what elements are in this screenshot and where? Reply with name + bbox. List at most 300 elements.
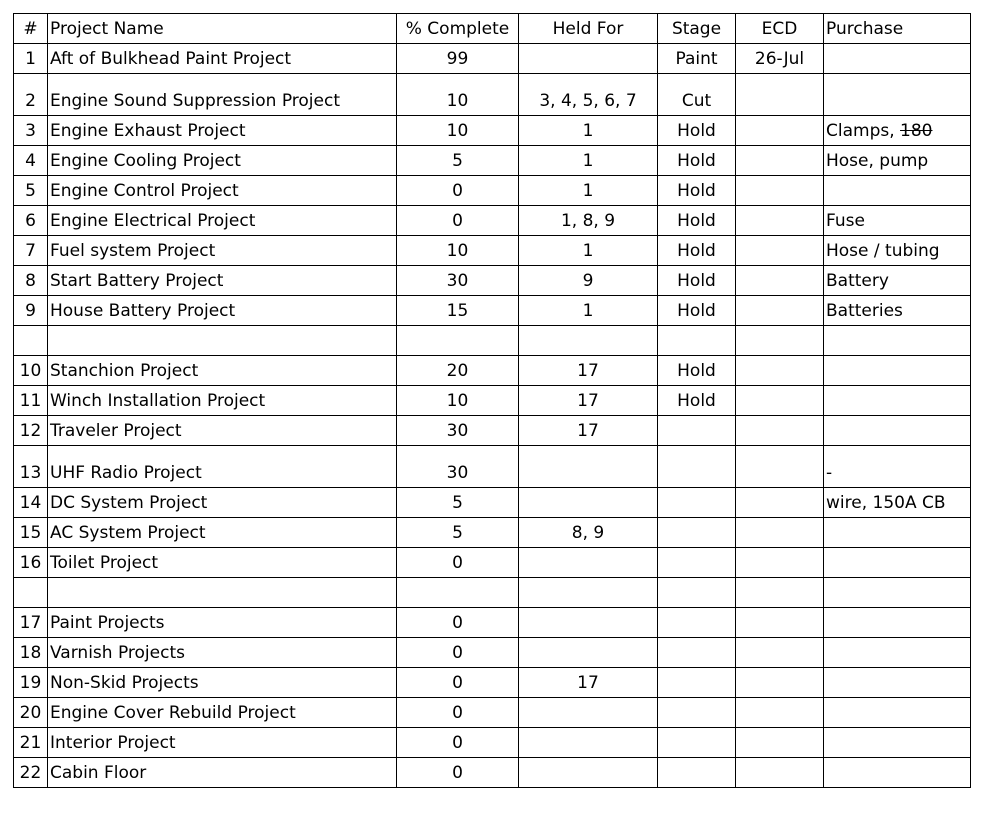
held-for-cell: [519, 488, 658, 518]
header-stage: Stage: [658, 14, 736, 44]
table-row: [14, 548, 971, 578]
held-for-cell: [519, 446, 658, 488]
ecd-cell: [736, 356, 824, 386]
project-name-cell: [48, 638, 397, 668]
project-name-cell-text: Toilet Project: [50, 553, 159, 573]
stage-cell: [658, 356, 736, 386]
held-for-cell: [519, 356, 658, 386]
row-number: [14, 578, 48, 608]
held-for-cell-text: 17: [577, 391, 599, 411]
project-name-cell-text: Cabin Floor: [50, 763, 147, 783]
purchase-cell-text: Battery: [826, 271, 889, 291]
table-row: [14, 266, 971, 296]
stage-cell-text: Hold: [677, 271, 716, 291]
table-row: [14, 206, 971, 236]
project-name-cell-text: Engine Control Project: [50, 181, 239, 201]
project-name-cell-text: House Battery Project: [50, 301, 236, 321]
table-row: [14, 176, 971, 206]
percent-complete-cell: [397, 638, 519, 668]
ecd-cell: [736, 176, 824, 206]
stage-cell: [658, 518, 736, 548]
purchase-cell-text: Hose / tubing: [826, 241, 940, 261]
row-number-text: 17: [19, 613, 42, 633]
stage-cell: [658, 638, 736, 668]
project-name-cell: [48, 578, 397, 608]
project-name-cell: [48, 698, 397, 728]
table-row: [14, 698, 971, 728]
stage-cell: [658, 416, 736, 446]
project-name-cell: [48, 176, 397, 206]
row-number: [14, 44, 48, 74]
row-number-text: 8: [25, 271, 36, 291]
row-number: [14, 236, 48, 266]
project-name-cell-text: Engine Cover Rebuild Project: [50, 703, 296, 723]
ecd-cell: [736, 608, 824, 638]
ecd-cell: [736, 668, 824, 698]
held-for-cell: [519, 386, 658, 416]
percent-complete-cell-text: 30: [446, 271, 469, 291]
table-row: [14, 578, 971, 608]
held-for-cell: [519, 578, 658, 608]
percent-complete-cell-text: 10: [446, 91, 469, 111]
stage-cell: [658, 266, 736, 296]
purchase-cell: [824, 236, 971, 266]
percent-complete-cell-text: 10: [446, 121, 469, 141]
table-row: [14, 638, 971, 668]
held-for-cell: [519, 326, 658, 356]
row-number: [14, 176, 48, 206]
held-for-cell: [519, 758, 658, 788]
ecd-cell: [736, 146, 824, 176]
stage-cell: [658, 326, 736, 356]
held-for-cell: [519, 518, 658, 548]
percent-complete-cell: [397, 356, 519, 386]
row-number-text: 13: [19, 463, 42, 483]
ecd-cell: [736, 548, 824, 578]
purchase-cell: [824, 446, 971, 488]
purchase-cell: [824, 296, 971, 326]
project-name-cell: [48, 728, 397, 758]
row-number-text: 18: [19, 643, 42, 663]
project-name-cell: [48, 488, 397, 518]
percent-complete-cell: [397, 608, 519, 638]
ecd-cell: [736, 296, 824, 326]
row-number: [14, 488, 48, 518]
row-number-text: 19: [19, 673, 42, 693]
project-name-cell: [48, 74, 397, 116]
row-number: [14, 758, 48, 788]
row-number-text: 22: [19, 763, 42, 783]
stage-cell: [658, 578, 736, 608]
purchase-cell: [824, 728, 971, 758]
header-ecd: ECD: [736, 14, 824, 44]
held-for-cell-text: 1: [582, 181, 594, 201]
row-number: [14, 548, 48, 578]
percent-complete-cell-text: 0: [452, 763, 463, 783]
table-row: [14, 758, 971, 788]
held-for-cell: [519, 638, 658, 668]
project-name-cell-text: Engine Sound Suppression Project: [50, 91, 341, 111]
row-number: [14, 668, 48, 698]
project-name-cell: [48, 116, 397, 146]
stage-cell-text: Hold: [677, 121, 716, 141]
row-number: [14, 296, 48, 326]
row-number-text: 3: [25, 121, 36, 141]
stage-cell: [658, 698, 736, 728]
purchase-cell: [824, 266, 971, 296]
held-for-cell-text: 8, 9: [571, 523, 605, 543]
row-number-text: 6: [25, 211, 36, 231]
percent-complete-cell-text: 20: [446, 361, 469, 381]
percent-complete-cell: [397, 488, 519, 518]
row-number-text: 4: [25, 151, 36, 171]
table-row: [14, 518, 971, 548]
header-purchase: Purchase: [824, 14, 971, 44]
project-name-cell: [48, 518, 397, 548]
purchase-cell: [824, 416, 971, 446]
held-for-cell: [519, 698, 658, 728]
stage-cell: [658, 668, 736, 698]
held-for-cell: [519, 146, 658, 176]
ecd-cell: [736, 206, 824, 236]
purchase-cell: [824, 146, 971, 176]
row-number-text: 12: [19, 421, 42, 441]
project-name-cell-text: Engine Exhaust Project: [50, 121, 246, 141]
ecd-cell: [736, 236, 824, 266]
stage-cell-text: Hold: [677, 211, 716, 231]
held-for-cell-text: 1: [582, 241, 594, 261]
stage-cell-text: Hold: [677, 241, 716, 261]
stage-cell: [658, 728, 736, 758]
purchase-cell: [824, 608, 971, 638]
ecd-cell: [736, 698, 824, 728]
stage-cell-text: Hold: [677, 151, 716, 171]
project-name-cell: [48, 146, 397, 176]
table-body: [14, 44, 971, 788]
table-row: [14, 116, 971, 146]
ecd-cell: [736, 758, 824, 788]
percent-complete-cell-text: 99: [446, 49, 469, 69]
stage-cell: [658, 608, 736, 638]
purchase-cell: [824, 668, 971, 698]
purchase-cell: [824, 548, 971, 578]
project-name-cell: [48, 416, 397, 446]
table-row: [14, 146, 971, 176]
purchase-cell: [824, 326, 971, 356]
percent-complete-cell-text: 5: [452, 151, 463, 171]
held-for-cell-text: 9: [582, 271, 594, 291]
held-for-cell-text: 1, 8, 9: [560, 211, 616, 231]
table-row: [14, 446, 971, 488]
purchase-cell: [824, 518, 971, 548]
project-name-cell-text: DC System Project: [50, 493, 208, 513]
percent-complete-cell-text: 30: [446, 421, 469, 441]
stage-cell: [658, 296, 736, 326]
project-name-cell-text: Traveler Project: [50, 421, 182, 441]
row-number: [14, 356, 48, 386]
project-name-cell-text: AC System Project: [50, 523, 206, 543]
held-for-cell: [519, 296, 658, 326]
held-for-cell: [519, 608, 658, 638]
purchase-struck-text: 180: [900, 121, 933, 141]
project-name-cell: [48, 326, 397, 356]
held-for-cell: [519, 416, 658, 446]
percent-complete-cell: [397, 518, 519, 548]
stage-cell: [658, 386, 736, 416]
held-for-cell: [519, 116, 658, 146]
project-name-cell-text: Non-Skid Projects: [50, 673, 199, 693]
percent-complete-cell-text: 0: [452, 643, 463, 663]
percent-complete-cell-text: 0: [452, 673, 463, 693]
purchase-cell-text: wire, 150A CB: [826, 493, 946, 513]
row-number: [14, 416, 48, 446]
row-number-text: 1: [25, 49, 36, 69]
held-for-cell-text: 1: [582, 121, 594, 141]
stage-cell: [658, 176, 736, 206]
purchase-cell-text: Batteries: [826, 301, 903, 321]
table-row: [14, 608, 971, 638]
project-name-cell-text: UHF Radio Project: [50, 463, 202, 483]
stage-cell: [658, 44, 736, 74]
row-number: [14, 518, 48, 548]
percent-complete-cell: [397, 116, 519, 146]
project-name-cell: [48, 296, 397, 326]
held-for-cell-text: 17: [577, 421, 599, 441]
project-name-cell-text: Aft of Bulkhead Paint Project: [50, 49, 292, 69]
purchase-cell: [824, 116, 971, 146]
stage-cell-text: Hold: [677, 391, 716, 411]
stage-cell: [658, 488, 736, 518]
percent-complete-cell: [397, 326, 519, 356]
project-name-cell-text: Engine Cooling Project: [50, 151, 241, 171]
ecd-cell: [736, 116, 824, 146]
percent-complete-cell: [397, 728, 519, 758]
stage-cell-text: Hold: [677, 361, 716, 381]
held-for-cell-text: 1: [582, 301, 594, 321]
percent-complete-cell: [397, 236, 519, 266]
project-name-cell-text: Interior Project: [50, 733, 176, 753]
table-row: [14, 356, 971, 386]
project-name-cell-text: Stanchion Project: [50, 361, 199, 381]
project-name-cell: [48, 236, 397, 266]
percent-complete-cell-text: 5: [452, 493, 463, 513]
percent-complete-cell: [397, 416, 519, 446]
purchase-cell-text: Clamps,: [826, 121, 901, 141]
held-for-cell: [519, 548, 658, 578]
percent-complete-cell: [397, 146, 519, 176]
held-for-cell: [519, 44, 658, 74]
held-for-cell-text: 17: [577, 673, 599, 693]
table-row: [14, 728, 971, 758]
held-for-cell: [519, 236, 658, 266]
table-row: [14, 44, 971, 74]
stage-cell-text: Hold: [677, 181, 716, 201]
percent-complete-cell: [397, 44, 519, 74]
held-for-cell: [519, 206, 658, 236]
row-number-text: 14: [19, 493, 42, 513]
row-number: [14, 386, 48, 416]
table-row: [14, 296, 971, 326]
table-row: [14, 74, 971, 116]
project-name-cell: [48, 356, 397, 386]
project-name-cell: [48, 548, 397, 578]
project-name-cell: [48, 266, 397, 296]
percent-complete-cell: [397, 548, 519, 578]
purchase-cell: [824, 578, 971, 608]
row-number: [14, 326, 48, 356]
purchase-cell: [824, 44, 971, 74]
row-number: [14, 446, 48, 488]
ecd-cell: [736, 446, 824, 488]
purchase-cell: [824, 74, 971, 116]
purchase-cell-text: Fuse: [826, 211, 865, 231]
table-row: [14, 326, 971, 356]
purchase-cell: [824, 758, 971, 788]
percent-complete-cell-text: 0: [452, 613, 463, 633]
purchase-cell: [824, 698, 971, 728]
held-for-cell: [519, 176, 658, 206]
held-for-cell: [519, 74, 658, 116]
row-number: [14, 266, 48, 296]
row-number: [14, 728, 48, 758]
percent-complete-cell-text: 15: [446, 301, 469, 321]
project-name-cell-text: Winch Installation Project: [50, 391, 266, 411]
stage-cell: [658, 74, 736, 116]
ecd-cell: [736, 74, 824, 116]
project-name-cell-text: Varnish Projects: [50, 643, 185, 663]
stage-cell-text: Hold: [677, 301, 716, 321]
row-number: [14, 146, 48, 176]
percent-complete-cell: [397, 446, 519, 488]
header-held-for: Held For: [519, 14, 658, 44]
row-number: [14, 74, 48, 116]
row-number: [14, 608, 48, 638]
purchase-cell-text: Hose, pump: [826, 151, 929, 171]
table-row: [14, 236, 971, 266]
held-for-cell-text: 17: [577, 361, 599, 381]
percent-complete-cell-text: 30: [446, 463, 469, 483]
purchase-cell: [824, 356, 971, 386]
project-name-cell-text: Fuel system Project: [50, 241, 216, 261]
project-name-cell-text: Engine Electrical Project: [50, 211, 256, 231]
project-name-cell: [48, 446, 397, 488]
ecd-cell: [736, 518, 824, 548]
row-number-text: 9: [25, 301, 36, 321]
row-number: [14, 638, 48, 668]
percent-complete-cell-text: 0: [452, 703, 463, 723]
percent-complete-cell: [397, 176, 519, 206]
ecd-cell: [736, 488, 824, 518]
held-for-cell: [519, 266, 658, 296]
row-number-text: 16: [19, 553, 42, 573]
stage-cell: [658, 548, 736, 578]
table-row: [14, 386, 971, 416]
percent-complete-cell-text: 0: [452, 211, 463, 231]
row-number-text: 21: [19, 733, 42, 753]
project-name-cell-text: Paint Projects: [50, 613, 165, 633]
row-number-text: 2: [25, 91, 36, 111]
header-percent-complete: % Complete: [397, 14, 519, 44]
stage-cell: [658, 446, 736, 488]
row-number: [14, 116, 48, 146]
project-table: [13, 13, 971, 788]
stage-cell: [658, 146, 736, 176]
row-number: [14, 698, 48, 728]
held-for-cell-text: 3, 4, 5, 6, 7: [539, 91, 637, 111]
row-number: [14, 206, 48, 236]
held-for-cell-text: 1: [582, 151, 594, 171]
ecd-cell: [736, 578, 824, 608]
project-name-cell: [48, 608, 397, 638]
percent-complete-cell-text: 0: [452, 553, 463, 573]
stage-cell: [658, 206, 736, 236]
header-row: [14, 14, 971, 44]
purchase-cell: [824, 638, 971, 668]
percent-complete-cell-text: 0: [452, 181, 463, 201]
row-number-text: 20: [19, 703, 42, 723]
table-row: [14, 668, 971, 698]
ecd-cell: [736, 638, 824, 668]
project-name-cell: [48, 206, 397, 236]
row-number-text: 15: [19, 523, 42, 543]
stage-cell: [658, 116, 736, 146]
purchase-cell: [824, 206, 971, 236]
ecd-cell: [736, 416, 824, 446]
header-number: #: [14, 14, 48, 44]
ecd-cell: [736, 326, 824, 356]
header-project-name: Project Name: [48, 14, 397, 44]
project-name-cell: [48, 668, 397, 698]
percent-complete-cell: [397, 266, 519, 296]
percent-complete-cell-text: 0: [452, 733, 463, 753]
project-name-cell: [48, 386, 397, 416]
percent-complete-cell: [397, 758, 519, 788]
project-name-cell: [48, 758, 397, 788]
percent-complete-cell: [397, 296, 519, 326]
row-number-text: 5: [25, 181, 36, 201]
stage-cell: [658, 236, 736, 266]
percent-complete-cell: [397, 668, 519, 698]
purchase-cell: [824, 176, 971, 206]
stage-cell-text: Paint: [675, 49, 718, 69]
stage-cell-text: Cut: [681, 91, 712, 111]
ecd-cell-text: 26-Jul: [754, 49, 805, 69]
purchase-cell-text: -: [826, 463, 833, 483]
table-row: [14, 488, 971, 518]
percent-complete-cell: [397, 206, 519, 236]
purchase-cell: [824, 488, 971, 518]
ecd-cell: [736, 728, 824, 758]
percent-complete-cell-text: 5: [452, 523, 463, 543]
project-name-cell: [48, 44, 397, 74]
percent-complete-cell: [397, 698, 519, 728]
stage-cell: [658, 758, 736, 788]
percent-complete-cell: [397, 74, 519, 116]
held-for-cell: [519, 728, 658, 758]
row-number-text: 11: [19, 391, 42, 411]
ecd-cell: [736, 44, 824, 74]
ecd-cell: [736, 386, 824, 416]
held-for-cell: [519, 668, 658, 698]
table-row: [14, 416, 971, 446]
row-number-text: 7: [25, 241, 36, 261]
percent-complete-cell: [397, 578, 519, 608]
percent-complete-cell-text: 10: [446, 241, 469, 261]
project-name-cell-text: Start Battery Project: [50, 271, 224, 291]
percent-complete-cell: [397, 386, 519, 416]
row-number-text: 10: [19, 361, 42, 381]
percent-complete-cell-text: 10: [446, 391, 469, 411]
